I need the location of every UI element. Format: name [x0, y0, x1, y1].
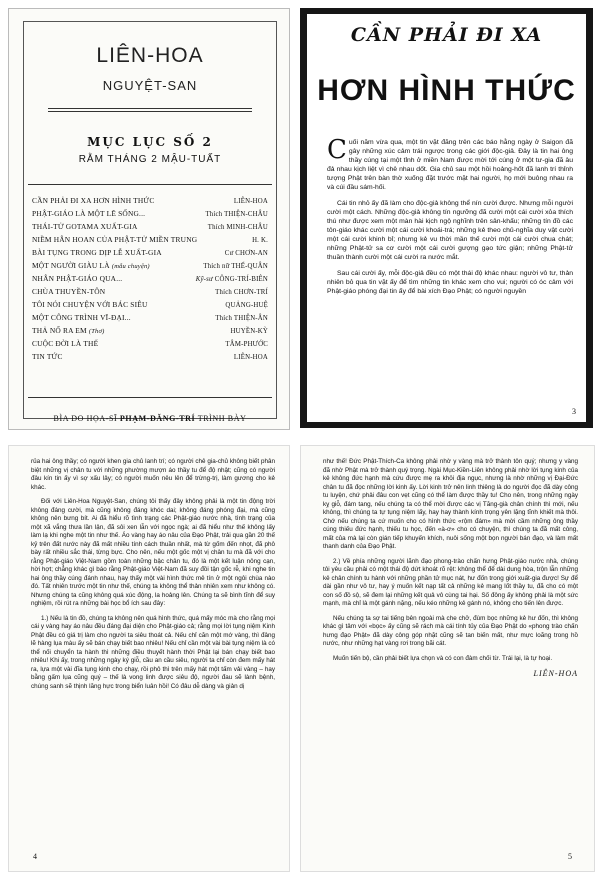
toc-entry-author: TÂM-PHƯỚC — [225, 341, 268, 348]
toc-entry-author: Thích CHƠN-TRÍ — [215, 289, 268, 296]
article-body — [323, 458, 578, 678]
article-paragraph: Nếu chúng ta sợ tai tiếng bên ngoài mà che chở, đùm bọc những kẻ hư đốn, thì không khác gì tâm với «bọc» ấy cũng sẽ rách mà cái tính tủy của Đạo Phật do «phong trào chấn hưng đạo Phật» đã dày công góp nhặt cũng sẽ tan biến mất, như mực loãng trong hồ nước, như những hạt vàng rơi trong bãi cát. — [323, 614, 578, 647]
toc-entry[interactable] — [32, 261, 268, 274]
toc-entry[interactable] — [32, 339, 268, 352]
toc-entry[interactable] — [32, 313, 268, 326]
toc-entry-title: NIỀM HÂN HOAN CỦA PHẬT-TỬ MIỀN TRUNG — [32, 235, 198, 244]
toc-entry-author: H. K. — [252, 237, 268, 244]
toc-entry[interactable] — [32, 326, 268, 339]
toc-entry-title: CẦN PHẢI ĐI XA HƠN HÌNH THỨC — [32, 196, 155, 205]
toc-entry-title: MỘT NGƯỜI GIÀU LÀ — [32, 261, 110, 270]
toc-entry-author: Thích THIỆN-ÂN — [215, 315, 268, 322]
article-black-frame — [300, 8, 593, 428]
article-body — [31, 458, 275, 697]
title-divider-2 — [48, 111, 252, 112]
article-paragraph: Đối với Liên-Hoa Nguyệt-San, chúng tôi thấy đây không phải là một tin động trời không đáng cười, mà cũng không đáng khóc dai; không đáng phóng đại, mà cũng không nên bưng bít. Ai đã hiểu rõ tình trạng các Phật-giáo nước nhà, tình trạng của một xã vắng thưa lần lận, đã sôi xen lẫn với ngọc ngà; ai đã hiểu như thế không lấy làm lạ khi nghe một tin như thế. Áo vàng hay áo nâu của Đạo Phật, trải qua gần 20 thế kỷ trên đất nước này đã mất nhiều tính cách thuần nhất, mà từ gốm đến nhọt, đã phô bày rất nhiều sắc thái, từng bực. Cho nên, nếu một gốc một vị chân tu mà đã với cho rằng Phật-giáo Việt-Nam gồm toàn những bậc chân tu, đó là một kết luận nông cạn, hời hợt; chẳng khác gì báo rằng Phật-giáo Việt-Nam đã suy đồi tận gốc rễ, khi nghe tin hai ông thầy cúng đánh nhau, hay thấy một vài hình thức mê tín ở một ngôi chùa nào đó. Tất nhiên trước một tin như thế, chúng ta không thể thản nhiên xem như không có. Nhưng chúng ta cũng không quá xúc động, la hoảng lên. Chúng ta sẽ bình tĩnh để suy nghiệm, rồi rút ra những bài học bổ ích sau đây: — [31, 498, 275, 607]
article-paragraph: rủa hai ông thầy; có người khen gia chủ lanh trí; có người chê gia-chủ không biết phân biệt những vị chân tu với những phường mượn áo thầy tu để độ nhật; cũng có người đâu kín tin ấy vì sợ xấu lây; có người muốn nêu lên để trừng-trị, làm gương cho kẻ khác. — [31, 458, 275, 491]
toc-entry-author: Thích THIỆN-CHÂU — [205, 211, 268, 218]
title-divider — [48, 108, 252, 109]
article-page-right — [300, 445, 595, 872]
toc-entry-title: BÀI TỤNG TRONG DỊP LỄ XUẤT-GIA — [32, 248, 162, 257]
article-kicker: CẦN PHẢI ĐI XA — [350, 24, 543, 46]
magazine-title: LIÊN-HOA — [96, 44, 204, 67]
article-paragraph: 1.) Nếu là tin đồ, chúng ta không nên quá hình thức, quá mấy móc mà cho rằng mọi cái y vàng hay áo nâu đều đáng đại diện cho Phật-giáo cả; rằng mọi lời tụng niệm Kinh Phật đều có giá trị làm cho người ta siêu thoát cả. Nếu chỉ căn một mớ vàng, thì đâng lẽ hàng lụa màu ấy sẽ bán chạy biết bao nhiêu! Nếu chỉ cần một vài bài tụng niệm là có thể nối chuyển ta hành thì những điều thuyết hành thời Phật lại bán chạy biết bao nhiêu! Khi ấy, trong những ngày ký giỗ, cầu an cầu siêu, người ta chỉ còn đem mấy hát ra, lựa một vài đĩa tụng kinh cho chạy, rồi phô thì trên mấy hát một tấm vải vàng – hay bằng gấm lụa cũng quý – thế là vong linh được siêu độ, người đau sẽ lành bệnh, chúng sanh sẽ thịnh lăng hực trong biển luân hồi! Có đâu dễ dàng và giản dị — [31, 614, 275, 690]
cover-credit-suffix: TRÌNH BÀY — [195, 414, 247, 423]
article-paragraph-text: uối năm vừa qua, một tin vặt đăng trên các báo hằng ngày ở Saigon đã gây những xúc cảm trái ngược trong các giới độc-giả. Đây là tin hai ông thầy cúng tại một tỉnh ở miền Nam được mời tới cúng ở một tư-gia đã âu đả nhau kịch liệt vì chê nhau dốt. Gia chủ sau một hồi hoảng-hốt đã lanh trí thỉnh tượng Phật trên bàn thờ xuống đặt trước mặt hai người, họ mới buông nhau ra và cúi đầu sám-hối. — [327, 139, 573, 191]
toc-divider — [28, 184, 272, 185]
toc-entry-author: QUẢNG-HUỆ — [225, 302, 268, 309]
toc-entry-role: Kỹ-sư — [195, 276, 215, 283]
toc-entry[interactable] — [32, 235, 268, 248]
toc-entry[interactable] — [32, 196, 268, 209]
toc-entry[interactable] — [32, 248, 268, 261]
toc-entry[interactable] — [32, 222, 268, 235]
toc-heading: MỤC LỤC SỐ 2 — [87, 135, 213, 149]
toc-entry-author: Thích MINH-CHÂU — [207, 224, 268, 231]
article-page-inner — [307, 14, 586, 422]
toc-entry-title: THÁI-TỬ GOTAMA XUẤT-GIA — [32, 222, 138, 231]
article-page-left — [8, 445, 290, 872]
credit-divider — [28, 397, 272, 398]
article-paragraph: Sau cái cười ấy, mỗi độc-giả đều có một thái độ khác nhau: người vô tư, thản nhiên bỏ qua tin vặt ấy để tìm những tin khác xem cho vui; người có óc cảm với Phật-giáo phóng đại tin ấy để bài xích Đạo Phật; có người nguyền — [327, 270, 573, 295]
toc-entry-note: (mẫu chuyện) — [111, 263, 150, 270]
toc-entry[interactable] — [32, 274, 268, 287]
toc-entry-title: TIN TỨC — [32, 352, 63, 361]
page-number: 3 — [572, 407, 576, 416]
magazine-subtitle: NGUYỆT-SAN — [102, 78, 198, 93]
toc-entry-author: CÔNG-TRÍ-BIÊN — [214, 276, 268, 283]
toc-entry-title: CUỘC ĐỜI LÀ THẾ — [32, 339, 99, 348]
toc-entry-title: THẢ NỔ RA EM — [32, 326, 87, 335]
drop-cap: C — [327, 135, 347, 165]
toc-entry-author: Thích nữ THỂ-QUÂN — [203, 263, 268, 270]
cover-credit-prefix: BÌA DO HỌA-SĨ — [53, 414, 120, 423]
toc-entry-title: TÔI NÓI CHUYỆN VỚI BÁC SIÊU — [32, 300, 148, 309]
article-body — [327, 135, 573, 408]
article-paragraph — [327, 135, 573, 192]
cover-frame — [23, 21, 277, 423]
toc-entry-author: LIÊN-HOA — [233, 198, 268, 205]
article-opening-page — [300, 8, 593, 428]
toc-entry[interactable] — [32, 209, 268, 222]
article-paragraph: Muốn tiến bộ, cần phải biết lựa chọn và có con đàm chối từ. Trái lại, là tự hoại. — [333, 654, 553, 662]
cover-credit-artist: PHẠM-ĐĂNG-TRÍ — [119, 414, 196, 423]
table-of-contents — [32, 196, 268, 365]
toc-entry-author: LIÊN-HOA — [233, 354, 268, 361]
toc-entry-title: NHÂN PHẬT-GIÁO QUA... — [32, 274, 123, 283]
toc-entry-title: PHẬT-GIÁO LÀ MỘT LẼ SỐNG... — [32, 209, 146, 218]
toc-entry-author: HUYỀN-KỲ — [230, 328, 268, 335]
toc-entry[interactable] — [32, 352, 268, 365]
page-number: 4 — [33, 852, 37, 861]
issue-date: RẰM THÁNG 2 MẬU-TUẤT — [78, 154, 222, 165]
toc-entry[interactable] — [32, 300, 268, 313]
article-signature: LIÊN-HOA — [533, 669, 578, 678]
article-paragraph: như thế! Đức Phật-Thích-Ca không phải nhờ y vàng mà trở thành tôn quý; nhưng y vàng đã nhờ Phật mà trở thành quý trọng. Ngài Mục-Kiền-Liên không phải nhờ lời tụng kinh của kẻ không đức hạnh mà cứu được mẹ ra khỏi địa ngục, nhưng là nhờ những vị Đại-Đức chân tu đã đọc những lời kinh ấy. Lời kinh trở nên linh thiêng là do người đọc đã dày công tu luyện, chứ phải đâu con vẹt cũng có thể làm được thầy tu! Cho nên, trong những ngày kỵ giỗ, đám tang, nếu chúng ta có thể mời được các vị Tăng-già chân chính thì mới, nếu không, thì chúng ta tự tụng niệm lấy, hay hay thành kính trọng yên lặng tĩnh khiết mà thôi. Chớ nếu chúng ta cứ muốn cho có hình thức «rộm đám» mà mời cầm những ông thầy cúng thiếu đức hạnh, thiếu tu học, đến «à-ơ» cho có chuyện, thì chúng ta đã mất công, mất của mà lại còn gián tiếp khuyến khích, nuôi sống một bọn người bán đạo, và làm mất thanh danh của Đạo Phật. — [323, 458, 578, 550]
article-paragraph: 2.) Về phía những người lãnh đạo phong-trào chấn hưng Phật-giáo nước nhà, chúng tôi yêu cầu phải có một thái độ dứt khoát rõ rệt: không thể để dài dung hòa, trộn lẫn những kẻ chân chính tu hành với những phần tử mục nát, hư đốn trong giới xuất-gia được! Sự để dài gần như vô tư, hay ý muốn kết nạp tất cả những kẻ mang lốt thầy tu, đã cho có một con số đồ sộ, sẽ đem lại những kết quả vô cùng tai hại. Số đông ấy không phải là một sức mạnh, mà chỉ là một gánh nặng, nếu kéo những kẻ gánh nó, không cho tiến lên được. — [323, 557, 578, 607]
article-title: HƠN HÌNH THỨC — [317, 74, 576, 107]
toc-entry[interactable] — [32, 287, 268, 300]
toc-entry-title: CHÙA THUYỀN-TÔN — [32, 287, 106, 296]
article-paragraph: Cái tin nhỏ ấy đã làm cho độc-giả không thể nín cười được. Nhưng mỗi người cười một cách. Những độc-giả không tín ngưỡng đã cười một cái cười xỏa thích thú như được xem một màn hài kịch ngộ nghĩnh trên sân-khấu; những tín đồ các tôn-giáo khác cười một cái cười khoái-trá; những kẻ theo chủ-nghĩa duy vật cười một cái cười khinh bỉ; nhưng kẻ vu thời mần thế cười một cái cười chua chát; những Phật-tử sa cơ cười một cái cười gượng gạo tức giận; những Phật-tử thuần thành cười một cái cười ra nước mắt. — [327, 200, 573, 261]
page-number: 5 — [568, 852, 572, 861]
toc-entry-author: Cư CHƠN-AN — [224, 250, 268, 257]
toc-entry-note: (Thơ) — [88, 328, 105, 335]
cover-page — [8, 8, 290, 430]
cover-credit — [24, 414, 276, 423]
toc-entry-title: MỘT CÔNG TRÌNH VĨ-ĐẠI... — [32, 313, 131, 322]
